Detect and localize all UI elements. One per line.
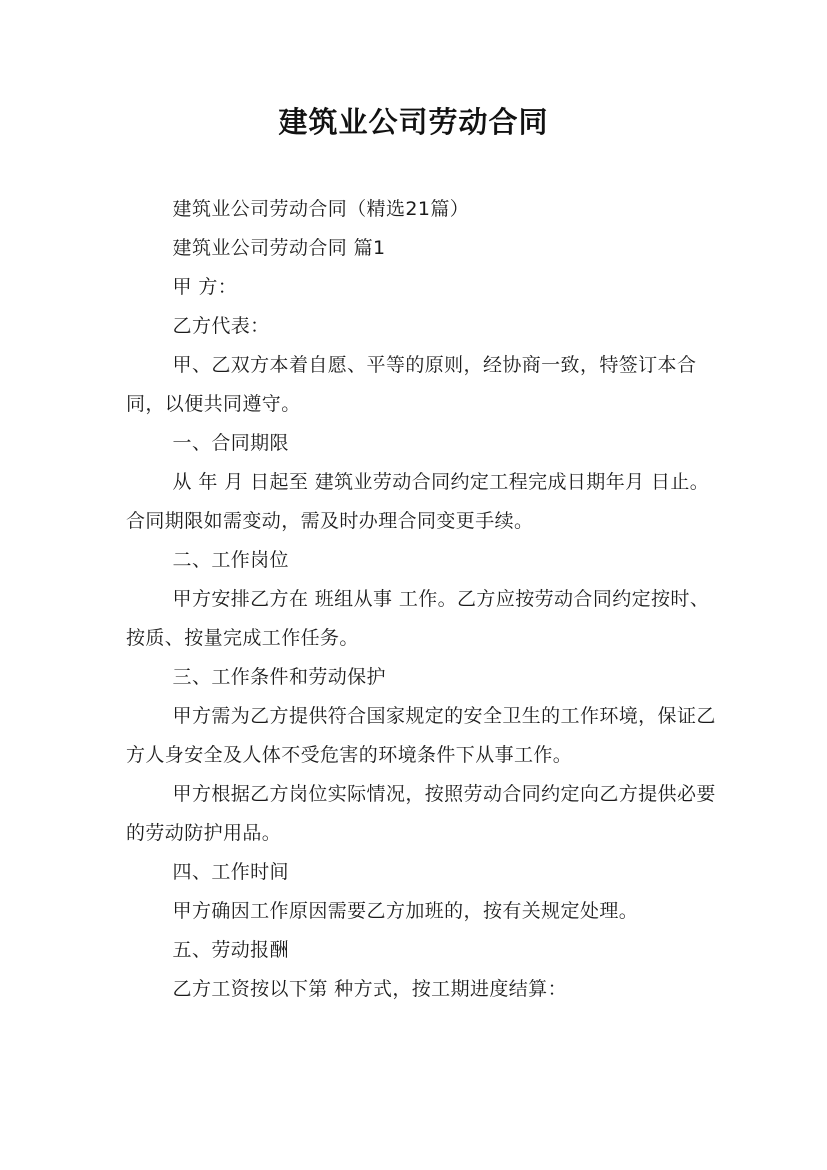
paragraph-subtitle: 建筑业公司劳动合同（精选21篇） bbox=[172, 198, 470, 220]
document-title: 建筑业公司劳动合同 bbox=[278, 105, 549, 139]
paragraph-contract-term: 从 年 月 日起至 建筑业劳动合同约定工程完成日期年月 日止。合同期限如需变动，需及时办理合同变更手续。 bbox=[126, 471, 710, 532]
paragraph-section-heading: 建筑业公司劳动合同 篇1 bbox=[172, 237, 386, 259]
heading-working-hours: 四、工作时间 bbox=[172, 861, 289, 883]
heading-remuneration: 五、劳动报酬 bbox=[172, 939, 289, 961]
paragraph-preamble: 甲、乙双方本着自愿、平等的原则，经协商一致，特签订本合同，以便共同遵守。 bbox=[126, 354, 697, 415]
heading-contract-term: 一、合同期限 bbox=[172, 432, 289, 454]
paragraph-job-position: 甲方安排乙方在 班组从事 工作。乙方应按劳动合同约定按时、按质、按量完成工作任务。 bbox=[126, 588, 710, 649]
paragraph-working-conditions: 甲方需为乙方提供符合国家规定的安全卫生的工作环境，保证乙方人身安全及人体不受危害的环境条件下从事工作。 bbox=[126, 705, 716, 766]
heading-job-position: 二、工作岗位 bbox=[172, 549, 289, 571]
paragraph-protective-equipment: 甲方根据乙方岗位实际情况，按照劳动合同约定向乙方提供必要的劳动防护用品。 bbox=[126, 783, 716, 844]
paragraph-party-b-representative: 乙方代表： bbox=[172, 315, 270, 337]
paragraph-party-a: 甲 方： bbox=[172, 276, 238, 298]
paragraph-working-hours: 甲方确因工作原因需要乙方加班的，按有关规定处理。 bbox=[172, 900, 639, 922]
heading-working-conditions: 三、工作条件和劳动保护 bbox=[172, 666, 386, 688]
document-body bbox=[126, 190, 726, 1009]
paragraph-remuneration: 乙方工资按以下第 种方式，按工期进度结算： bbox=[172, 978, 567, 1000]
